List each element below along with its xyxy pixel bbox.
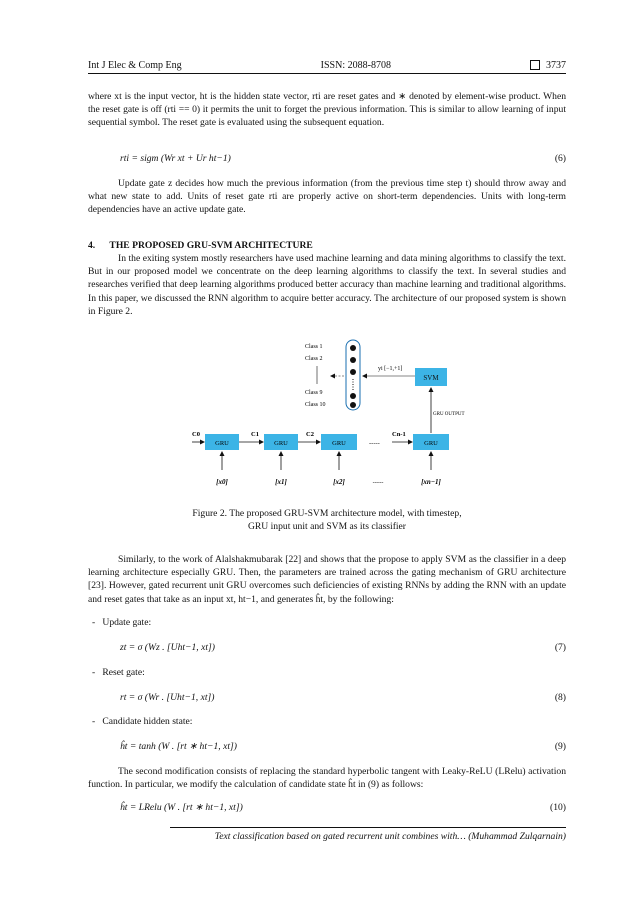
gru-svm-figure bbox=[180, 338, 480, 498]
checkbox-icon bbox=[530, 60, 540, 70]
equation-7-formula: zt = σ (Wz . [Uht−1, xt]) bbox=[120, 642, 215, 653]
equation-8-number: (8) bbox=[554, 692, 566, 703]
output-node bbox=[350, 393, 356, 399]
equation-6-number: (6) bbox=[554, 153, 566, 164]
gru-cell-0-label: GRU bbox=[215, 440, 229, 447]
equation-8-formula: rt = σ (Wr . [Uht−1, xt]) bbox=[120, 692, 215, 703]
running-footer: Text classification based on gated recurrent unit combines with… (Muhammad Zulqarnain) bbox=[214, 831, 566, 842]
class-label-2: Class 2 bbox=[305, 356, 323, 362]
section-title: THE PROPOSED GRU-SVM ARCHITECTURE bbox=[109, 240, 313, 251]
paragraph-1: where xt is the input vector, ht is the hidden state vector, rti are reset gates and ∗ denoted by element-wise product. When the reset gate is off (rti == 0) it permits the unit to forget the previous information. This is similar to allow learning of input sequential symbol. The reset gate is evaluated using the subsequent equation. bbox=[88, 91, 566, 129]
class-label-1: Class 1 bbox=[305, 344, 323, 350]
caption-line-1: Figure 2. The proposed GRU-SVM architecture model, with timestep, bbox=[192, 508, 462, 519]
gru-output-label: GRU OUTPUT bbox=[433, 412, 465, 417]
equation-10-number: (10) bbox=[550, 802, 566, 813]
input-arrowhead bbox=[337, 451, 342, 456]
output-node bbox=[350, 345, 356, 351]
figure-caption bbox=[88, 507, 566, 533]
footer-rule bbox=[170, 827, 566, 828]
section-heading bbox=[88, 240, 313, 251]
gru-output-arrowhead bbox=[429, 387, 434, 392]
gru-cell-2-label: GRU bbox=[332, 440, 346, 447]
gru-cell-n-label: GRU bbox=[424, 440, 438, 447]
equation-8 bbox=[120, 692, 566, 703]
y-range-label: yi [−1,+1] bbox=[378, 366, 403, 372]
gru-cell-1-label: GRU bbox=[274, 440, 288, 447]
bullet-update-gate: - Update gate: bbox=[92, 617, 152, 628]
equation-9 bbox=[120, 741, 566, 752]
class-arrowhead bbox=[330, 374, 335, 379]
equation-9-number: (9) bbox=[554, 741, 566, 752]
equation-7-number: (7) bbox=[554, 642, 566, 653]
input-arrowhead bbox=[220, 451, 225, 456]
equation-6-formula: rti = sigm (Wr xt + Ur ht−1) bbox=[120, 153, 231, 164]
output-node bbox=[350, 402, 356, 408]
bullet-candidate-label: Candidate hidden state: bbox=[102, 716, 193, 727]
input-x1: [x1] bbox=[275, 478, 287, 486]
input-x2: [x2] bbox=[333, 478, 345, 486]
paragraph-5: The second modification consists of replacing the standard hyperbolic tangent with Leaky-ReLU (LRelu) activation function. In particular, we modify the calculation of candidate state ĥt in (9) as follows: bbox=[88, 766, 566, 791]
timestep-c0: C0 bbox=[192, 431, 200, 438]
timestep-c2: C2 bbox=[306, 431, 314, 438]
caption-line-2: GRU input unit and SVM as its classifier bbox=[247, 521, 407, 532]
output-node bbox=[350, 357, 356, 363]
svm-arrowhead bbox=[362, 374, 367, 379]
bullet-update-gate-label: Update gate: bbox=[102, 617, 152, 628]
class-label-10: Class 10 bbox=[305, 402, 326, 408]
bullet-reset-gate: - Reset gate: bbox=[92, 667, 145, 678]
input-x0: [x0] bbox=[216, 478, 228, 486]
equation-6 bbox=[120, 153, 566, 164]
chain-arrowhead bbox=[316, 440, 321, 445]
chain-ellipsis: ----- bbox=[369, 440, 380, 447]
running-header bbox=[88, 58, 566, 72]
equation-7 bbox=[120, 642, 566, 653]
class-label-9: Class 9 bbox=[305, 390, 323, 396]
paragraph-4: Similarly, to the work of Alalshakmubarak [22] and shows that the propose to apply SVM as the classifier in a deep learning architecture especially GRU. Then, the parameters are trained across the gating mechanism of GRU architecture [23]. However, gated recurrent unit GRU overcomes such deficiencies of existing RNNs by adding the RNN with an update and reset gates that take as an input xt, ht−1, and generates ĥt, by the following: bbox=[88, 554, 566, 605]
paragraph-3: In the exiting system mostly researchers have used machine learning and data mining algorithms to classify the text. But in our proposed model we concentrate on the deep learning algorithms to classify the text. In several studies and researches verified that deep learning algorithms produced better accuracy than machine learning and traditional algorithms. In this paper, we discussed the RNN algorithm to acquire better accuracy. The architecture of our proposed system is shown in Figure 2. bbox=[88, 253, 566, 317]
issn: ISSN: 2088-8708 bbox=[320, 59, 391, 71]
header-rule bbox=[88, 73, 566, 74]
chain-arrowhead bbox=[259, 440, 264, 445]
paragraph-2: Update gate z decides how much the previous information (from the previous time step t) should throw away and what new state to add. Units of reset gate rti are properly active on short-term dependencies. Units with long-term dependencies have an active update gate. bbox=[88, 178, 566, 216]
chain-arrowhead bbox=[408, 440, 413, 445]
output-node bbox=[350, 369, 356, 375]
input-arrowhead bbox=[279, 451, 284, 456]
section-number: 4. bbox=[88, 240, 96, 251]
bullet-candidate: - Candidate hidden state: bbox=[92, 716, 193, 727]
page-number: 3737 bbox=[546, 59, 566, 71]
chain-arrowhead bbox=[200, 440, 205, 445]
equation-10 bbox=[120, 802, 566, 813]
input-ellipsis: ----- bbox=[372, 479, 384, 486]
equation-10-formula: ĥt = LRelu (W . [rt ∗ ht−1, xt]) bbox=[120, 802, 243, 813]
page-number-group bbox=[530, 60, 566, 71]
timestep-c1: C1 bbox=[251, 431, 259, 438]
svm-label: SVM bbox=[423, 374, 439, 382]
bullet-reset-gate-label: Reset gate: bbox=[102, 667, 145, 678]
input-arrowhead bbox=[429, 451, 434, 456]
input-xn1: [xn−1] bbox=[421, 478, 441, 486]
equation-9-formula: ĥt = tanh (W . [rt ∗ ht−1, xt]) bbox=[120, 741, 237, 752]
journal-name: Int J Elec & Comp Eng bbox=[88, 59, 182, 71]
timestep-cn1: Cn-1 bbox=[392, 431, 406, 438]
